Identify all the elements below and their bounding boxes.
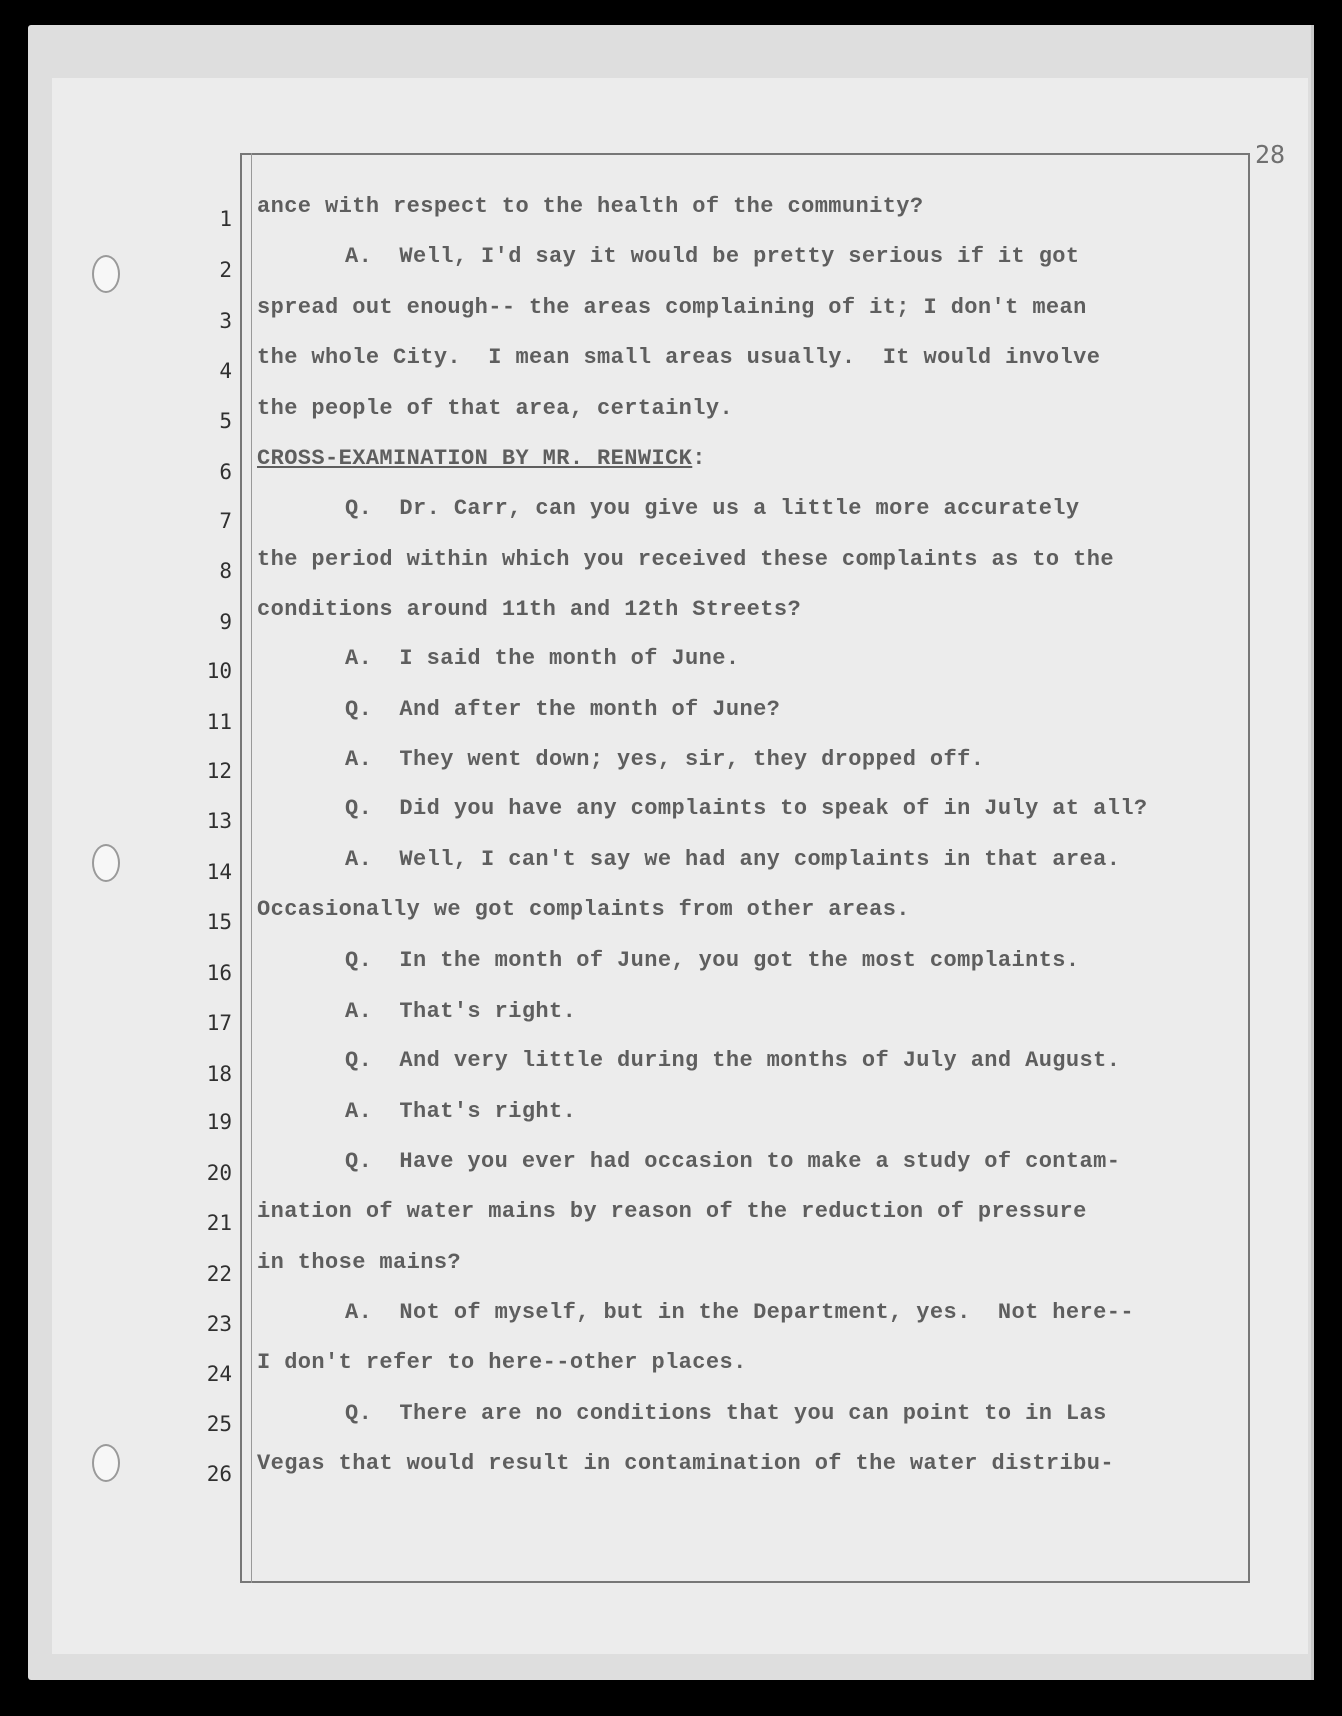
transcript-line: the period within which you received these complaints as to the	[257, 547, 1114, 572]
line-number: 14	[206, 860, 232, 884]
transcript-line: A. They went down; yes, sir, they dropped off.	[345, 747, 985, 772]
line-number: 17	[206, 1011, 232, 1035]
transcript-line: A. Well, I'd say it would be pretty serious if it got	[345, 244, 1080, 269]
line-number: 18	[206, 1062, 232, 1086]
transcript-line: A. Not of myself, but in the Department, yes. Not here--	[345, 1300, 1134, 1325]
transcript-line: Q. Dr. Carr, can you give us a little more accurately	[345, 496, 1080, 521]
transcript-line: ance with respect to the health of the community?	[257, 194, 924, 219]
line-number: 26	[206, 1462, 232, 1486]
transcript-line: Q. Have you ever had occasion to make a study of contam-	[345, 1149, 1121, 1174]
line-number: 12	[206, 759, 232, 783]
heading-colon: :	[692, 446, 706, 471]
transcript-line: ination of water mains by reason of the reduction of pressure	[257, 1199, 1087, 1224]
punch-hole-middle	[92, 844, 120, 882]
transcript-line: A. I said the month of June.	[345, 646, 740, 671]
text-frame-inner-rule	[251, 153, 252, 1583]
transcript-line: spread out enough-- the areas complaining of it; I don't mean	[257, 295, 1087, 320]
transcript-line: the whole City. I mean small areas usually. It would involve	[257, 345, 1101, 370]
cross-examination-heading	[257, 446, 706, 471]
line-number: 25	[206, 1412, 232, 1436]
line-number: 10	[206, 659, 232, 683]
line-number: 21	[206, 1211, 232, 1235]
line-number: 15	[206, 910, 232, 934]
line-number: 13	[206, 809, 232, 833]
sheet-protector-edge	[1311, 25, 1314, 1680]
transcript-line: Vegas that would result in contamination of the water distribu-	[257, 1451, 1114, 1476]
transcript-line: conditions around 11th and 12th Streets?	[257, 597, 802, 622]
transcript-line: in those mains?	[257, 1250, 462, 1275]
line-number: 11	[206, 710, 232, 734]
transcript-line: Q. Did you have any complaints to speak of in July at all?	[345, 796, 1148, 821]
line-number: 1	[219, 207, 232, 231]
line-number: 8	[219, 559, 232, 583]
line-number: 3	[219, 309, 232, 333]
transcript-line: I don't refer to here--other places.	[257, 1350, 747, 1375]
line-number: 20	[206, 1161, 232, 1185]
heading-underlined-text: CROSS-EXAMINATION BY MR. RENWICK	[257, 446, 693, 471]
line-number: 5	[219, 409, 232, 433]
transcript-line: A. Well, I can't say we had any complaints in that area.	[345, 847, 1121, 872]
line-number: 23	[206, 1312, 232, 1336]
line-number: 2	[219, 258, 232, 282]
transcript-line: Q. There are no conditions that you can point to in Las	[345, 1401, 1107, 1426]
line-number: 6	[219, 460, 232, 484]
line-number: 24	[206, 1362, 232, 1386]
transcript-line: Q. And very little during the months of July and August.	[345, 1048, 1121, 1073]
line-number: 4	[219, 359, 232, 383]
punch-hole-bottom	[92, 1444, 120, 1482]
transcript-line: the people of that area, certainly.	[257, 396, 734, 421]
transcript-line: A. That's right.	[345, 1099, 577, 1124]
line-number: 22	[206, 1262, 232, 1286]
line-number: 19	[206, 1110, 232, 1134]
transcript-line: Q. And after the month of June?	[345, 697, 781, 722]
transcript-line: Occasionally we got complaints from other areas.	[257, 897, 910, 922]
punch-hole-top	[92, 255, 120, 293]
page-number: 28	[1255, 140, 1286, 169]
transcript-line: A. That's right.	[345, 999, 577, 1024]
line-number: 16	[206, 961, 232, 985]
line-number: 7	[219, 509, 232, 533]
transcript-line: Q. In the month of June, you got the most complaints.	[345, 948, 1080, 973]
line-number: 9	[219, 610, 232, 634]
